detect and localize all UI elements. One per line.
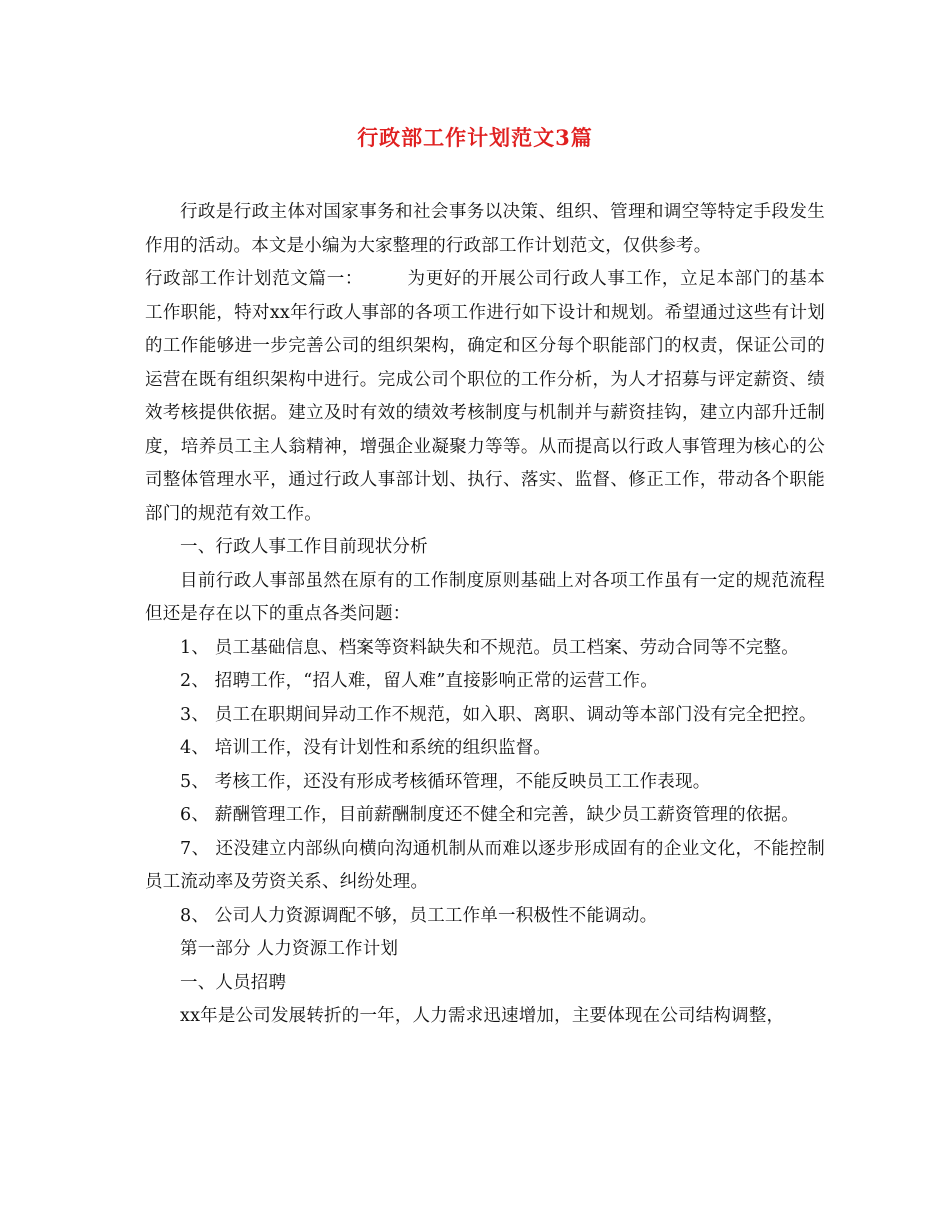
part-heading: 行政部工作计划范文篇一： [145,269,364,289]
part-one-paragraph [145,263,825,531]
section-heading: 一、行政人事工作目前现状分析 [180,537,428,557]
document-title: 行政部工作计划范文3篇 [357,125,593,150]
list-item: 2、 招聘工作，“招人难，留人难”直接影响正常的运营工作。 [180,671,658,691]
part-text: 为更好的开展公司行政人事工作，立足本部门的基本工作职能，特对xx年行政人事部的各项工作进行如下设计和规划。希望通过这些有计划的工作能够进一步完善公司的组织架构，确定和区分每个职能部门的权责，保证公司的运营在既有组织架构中进行。完成公司个职位的工作分析，为人才招募与评定薪资、绩效考核提供依据。建立及时有效的绩效考核制度与机制并与薪资挂钩，建立内部升迁制度，培养员工主人翁精神，增强企业凝聚力等等。从而提高以行政人事管理为核心的公司整体管理水平，通过行政人事部计划、执行、落实、监督、修正工作，带动各个职能部门的规范有效工作。 [145,269,825,524]
subsection-heading: 一、人员招聘 [180,972,287,993]
list-item: 3、 员工在职期间异动工作不规范，如入职、离职、调动等本部门没有完全把控。 [180,704,817,725]
intro-paragraph: 行政是行政主体对国家事务和社会事务以决策、组织、管理和调空等特定手段发生作用的活动。本文是小编为大家整理的行政部工作计划范文，仅供参考。 [145,202,825,256]
recruit-paragraph: xx年是公司发展转折的一年，人力需求迅速增加，主要体现在公司结构调整， [180,1006,785,1026]
list-item: 8、 公司人力资源调配不够，员工工作单一积极性不能调动。 [180,905,658,926]
list-item: 4、 培训工作，没有计划性和系统的组织监督。 [180,738,552,758]
list-item: 7、 还没建立内部纵向横向沟通机制从而难以逐步形成固有的企业文化，不能控制员工流动率及劳资关系、纠纷处理。 [145,838,825,892]
list-item: 1、 员工基础信息、档案等资料缺失和不规范。员工档案、劳动合同等不完整。 [180,637,799,658]
part-heading: 第一部分 人力资源工作计划 [180,939,399,959]
list-item: 5、 考核工作，还没有形成考核循环管理，不能反映员工工作表现。 [180,771,711,792]
section-paragraph: 目前行政人事部虽然在原有的工作制度原则基础上对各项工作虽有一定的规范流程但还是存在以下的重点各类问题： [145,570,825,624]
list-item: 6、 薪酬管理工作，目前薪酬制度还不健全和完善，缺少员工薪资管理的依据。 [180,805,799,825]
document-body [145,196,825,1034]
